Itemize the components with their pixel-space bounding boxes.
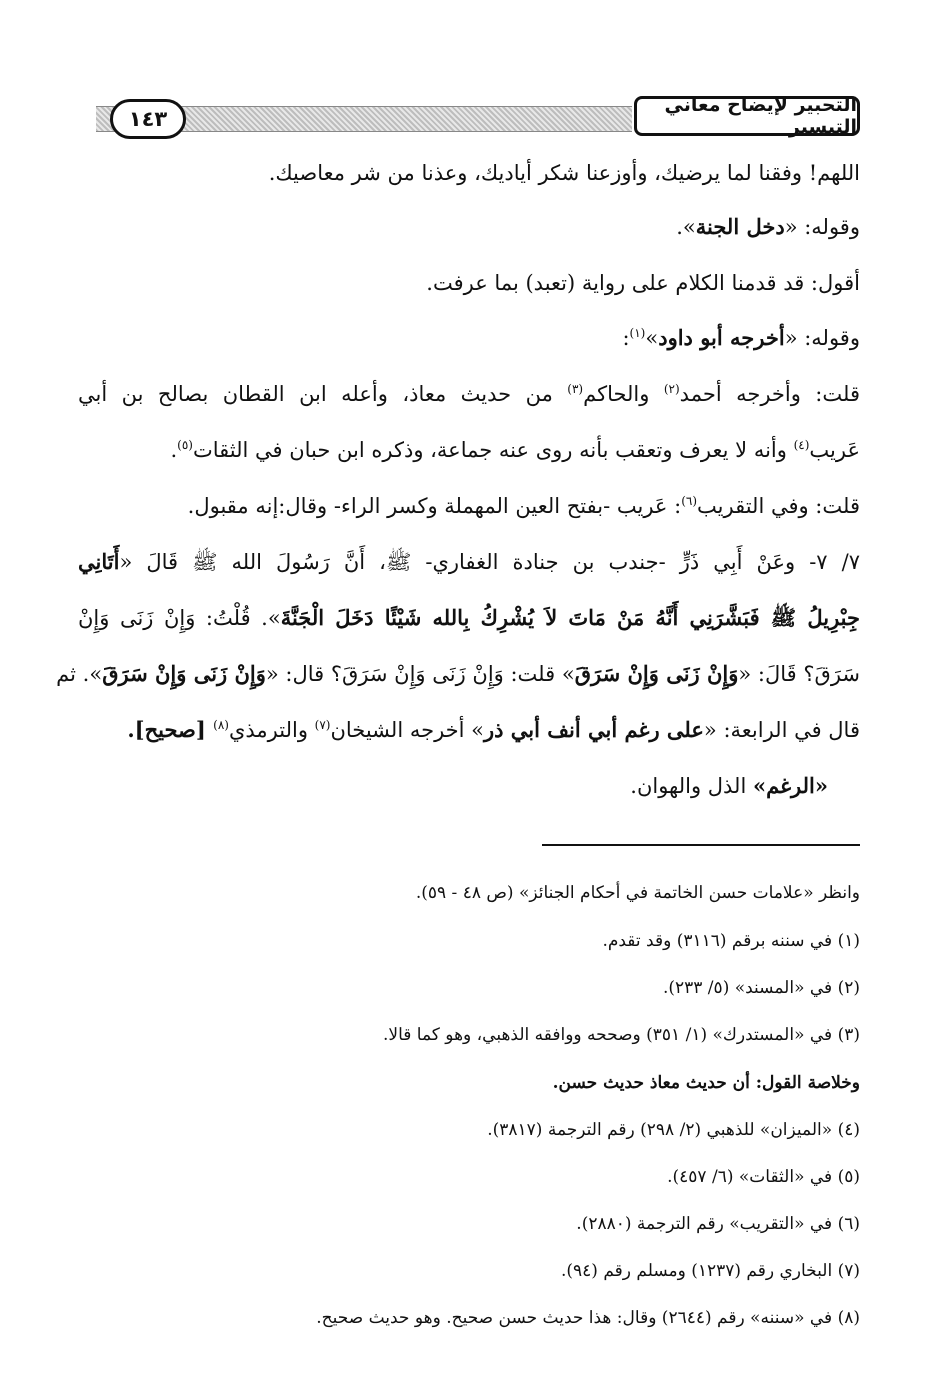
body-text: : عَريب -بفتح العين المهملة وكسر الراء- وقال:إنه مقبول. <box>187 494 682 518</box>
footnote-ref: (٧) <box>314 718 331 732</box>
page-number: ١٤٣ <box>110 99 186 139</box>
footnote-3-conclusion: وخلاصة القول: أن حديث معاذ حديث حسن. <box>552 1073 860 1093</box>
body-text: ». ثم <box>56 662 103 686</box>
defined-term: «الرغم» <box>752 773 828 798</box>
body-line-3 <box>426 268 860 298</box>
footnote-5: (٥) في «الثقات» (٦/ ٤٥٧). <box>667 1167 860 1187</box>
footnote-ref: (٤) <box>793 438 810 452</box>
footnote-7: (٧) البخاري رقم (١٢٣٧) ومسلم رقم (٩٤). <box>560 1261 860 1281</box>
body-line-11 <box>127 715 860 745</box>
body-line-4 <box>622 323 860 353</box>
hadith-text: وَإِنْ زَنَى وَإِنْ سَرَقَ <box>574 661 739 686</box>
hadith-text: أَتَانِي <box>78 549 120 574</box>
body-text: الذل والهوان. <box>630 774 753 798</box>
body-line-8 <box>78 547 860 577</box>
body-line-12 <box>630 771 828 801</box>
footnote-ref: (٢) <box>663 382 680 396</box>
book-title: التحبير لإيضاح معاني التيسير <box>634 96 860 136</box>
hadith-text: جِبْرِيلُ ﷺ فَبَشَّرَنِي أَنَّهُ مَنْ مَاتَ لاَ يُشْرِكُ بِالله شَيْئًا دَخَلَ الْجَنَّةَ <box>280 605 860 630</box>
footnote-ref: (٨) <box>213 718 229 732</box>
body-line-9 <box>78 603 860 633</box>
body-text: وأنه لا يعرف وتعقب بأنه روى عنه جماعة، وذكره ابن حبان في الثقات <box>192 438 794 462</box>
body-text: ». <box>676 215 696 239</box>
body-text: قلت: وأخرجه أحمد <box>679 382 860 406</box>
body-line-10 <box>56 659 860 689</box>
body-text: عَريب <box>809 438 860 462</box>
quoted-phrase: أخرجه أبو داود <box>658 325 785 350</box>
footnote-2: (٢) في «المسند» (٥/ ٢٣٣). <box>662 978 860 998</box>
body-line-6 <box>170 435 860 465</box>
body-line-5 <box>78 379 860 409</box>
body-text: قلت: وفي التقريب <box>697 494 860 518</box>
footnote-6: (٦) في «التقريب» رقم الترجمة (٢٨٨٠). <box>576 1214 860 1234</box>
body-text: اللهم! وفقنا لما يرضيك، وأوزعنا شكر أياديك، وعذنا من شر معاصيك. <box>268 161 860 185</box>
body-text: أقول: قد قدمنا الكلام على رواية (تعبد) بما عرفت. <box>426 271 860 295</box>
page-header <box>96 96 860 142</box>
body-text: والحاكم <box>583 382 664 406</box>
footnote-8: (٨) في «سننه» رقم (٢٦٤٤) وقال: هذا حديث حسن صحيح. وهو حديث صحيح. <box>316 1308 860 1328</box>
body-text: ». قُلْتُ: وَإِنْ زَنَى وَإِنْ <box>78 606 281 630</box>
body-line-7 <box>188 491 860 521</box>
footnote-0: وانظر «علامات حسن الخاتمة في أحكام الجنائز» (ص ٤٨ - ٥٩). <box>415 883 860 903</box>
footnote-4: (٤) «الميزان» للذهبي (٢/ ٢٩٨) رقم الترجمة (٣٨١٧). <box>487 1120 860 1140</box>
body-line-2 <box>676 212 860 242</box>
footnote-ref: (٣) <box>567 382 584 396</box>
body-text: سَرَقَ؟ قَالَ: « <box>738 662 860 686</box>
body-text: » أخرجه الشيخان <box>330 718 484 742</box>
footnote-3: (٣) في «المستدرك» (١/ ٣٥١) وصححه ووافقه الذهبي، وهو كما قالا. <box>382 1025 860 1045</box>
body-text: ٧/ ٧- وعَنْ أَبِي ذَرٍّ -جندب بن جنادة الغفاري- ﷺ، أَنَّ رَسُولَ الله ﷺ قَالَ « <box>119 550 860 574</box>
body-text: قال في الرابعة: « <box>703 718 860 742</box>
grading-label: [صحيح]. <box>127 717 214 742</box>
body-line-1 <box>269 158 860 188</box>
body-text: من حديث معاذ، وأعله ابن القطان بصالح بن أبي <box>78 382 568 406</box>
body-text: وقوله: « <box>784 215 860 239</box>
body-text: » قلت: وَإِنْ زَنَى وَإِنْ سَرَقَ؟ قال: « <box>265 662 575 686</box>
footnote-ref: (١) <box>629 326 646 340</box>
body-text: . <box>170 438 178 462</box>
footnote-1: (١) في سننه برقم (٣١١٦) وقد تقدم. <box>602 931 860 951</box>
hadith-text: على رغم أبي أنف أبي ذر <box>484 717 704 742</box>
body-text: : <box>622 326 630 350</box>
body-text: والترمذي <box>228 718 315 742</box>
footnote-separator <box>542 844 860 846</box>
footnote-ref: (٥) <box>177 438 193 452</box>
body-text: » <box>645 326 659 350</box>
body-text: وقوله: « <box>784 326 860 350</box>
hadith-text: وَإِنْ زَنَى وَإِنْ سَرَقَ <box>102 661 266 686</box>
quoted-phrase: دخل الجنة <box>695 214 785 239</box>
footnote-ref: (٦) <box>681 494 698 508</box>
